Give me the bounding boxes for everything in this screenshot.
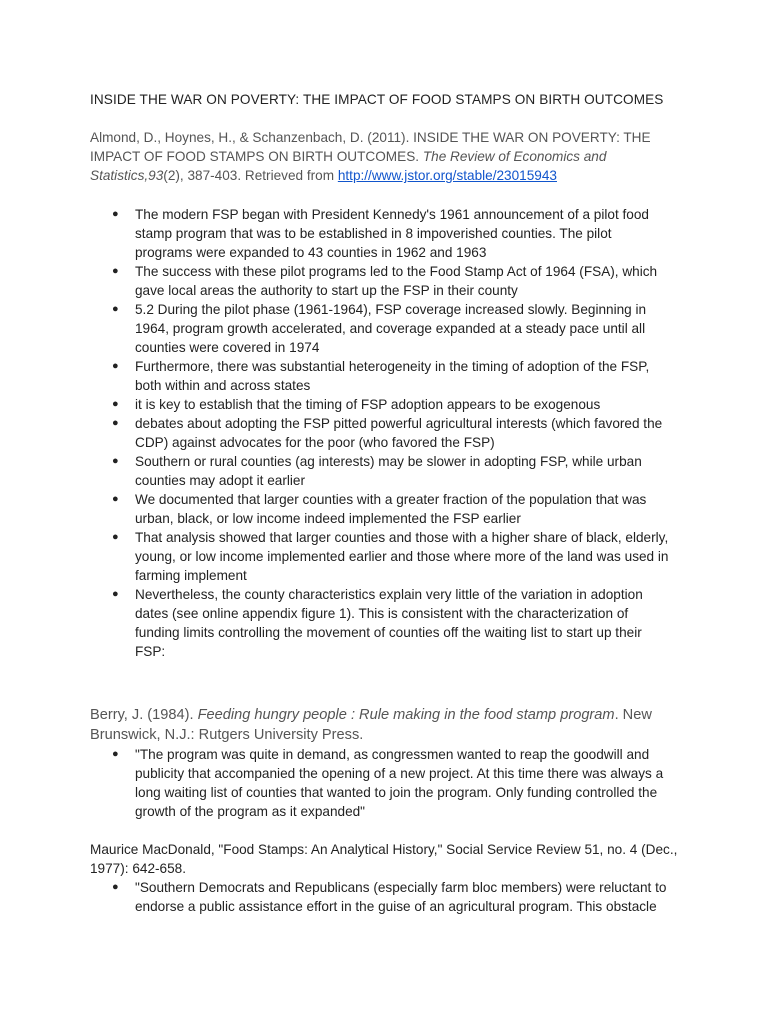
- list-item: ● The success with these pilot programs led to the Food Stamp Act of 1964 (FSA), which gave local areas the authority to start up the FSP in their county: [112, 264, 658, 298]
- citation-book-title: Feeding hungry people : Rule making in the food stamp program: [197, 707, 615, 723]
- bullet-icon: ●: [112, 455, 119, 467]
- bullet-icon: ●: [112, 748, 119, 760]
- citation-author: Berry, J. (1984).: [90, 707, 198, 723]
- bullet-list-berry: [112, 745, 672, 821]
- document-title: INSIDE THE WAR ON POVERTY: THE IMPACT OF FOOD STAMPS ON BIRTH OUTCOMES: [90, 92, 664, 107]
- bullet-icon: ●: [112, 588, 119, 600]
- bullet-icon: ●: [112, 265, 119, 277]
- citation-publisher: . New Brunswick, N.J.: Rutgers University Press.: [90, 707, 652, 743]
- bullet-icon: ●: [112, 398, 119, 410]
- citation-almond: [90, 128, 690, 185]
- list-item: ● That analysis showed that larger counties and those with a higher share of black, elderly, young, or low income implemented earlier and those where more of the land was used in farming implement: [112, 530, 669, 583]
- list-item: ● 5.2 During the pilot phase (1961-1964), FSP coverage increased slowly. Beginning in 1964, program growth accelerated, and coverage expanded at a steady pace until all counties were covered in 1974: [112, 302, 647, 355]
- bullet-list-almond: [112, 205, 672, 661]
- citation-pages: (2), 387-403. Retrieved from: [163, 168, 338, 183]
- bullet-list-macdonald: [112, 878, 672, 916]
- list-item: ● The modern FSP began with President Kennedy's 1961 announcement of a pilot food stamp program that was to be established in 8 impoverished counties. The pilot programs were expanded to 43 counties in 1962 and 1963: [112, 207, 649, 260]
- citation-authors: Almond, D., Hoynes, H., & Schanzenbach, D. (2011). INSIDE THE WAR ON POVERTY: THE IMPACT OF FOOD STAMPS ON BIRTH OUTCOMES.: [90, 130, 651, 164]
- bullet-icon: ●: [112, 531, 119, 543]
- jstor-link[interactable]: http://www.jstor.org/stable/23015943: [337, 168, 557, 183]
- list-item: ● Nevertheless, the county characteristics explain very little of the variation in adoption dates (see online appendix figure 1). This is consistent with the characterization of funding limits controlling the movement of counties off the waiting list to start up their FSP:: [112, 587, 643, 659]
- bullet-icon: ●: [112, 303, 119, 315]
- list-item: ● We documented that larger counties with a greater fraction of the population that was urban, black, or low income indeed implemented the FSP earlier: [112, 492, 647, 526]
- bullet-icon: ●: [112, 493, 119, 505]
- citation-journal: The Review of Economics and Statistics,93: [90, 149, 607, 183]
- citation-macdonald: Maurice MacDonald, "Food Stamps: An Analytical History," Social Service Review 51, no. 4 (Dec., 1977): 642-658.: [90, 842, 678, 876]
- citation-berry: [90, 705, 690, 745]
- list-item: ● Furthermore, there was substantial heterogeneity in the timing of adoption of the FSP, both within and across states: [112, 359, 650, 393]
- bullet-icon: ●: [112, 417, 119, 429]
- bullet-icon: ●: [112, 360, 119, 372]
- bullet-icon: ●: [112, 208, 119, 220]
- list-item: ● Southern or rural counties (ag interests) may be slower in adopting FSP, while urban counties may adopt it earlier: [112, 454, 642, 488]
- list-item: ● "The program was quite in demand, as congressmen wanted to reap the goodwill and publicity that accompanied the opening of a new project. At this time there was always a long waiting list of counties that wanted to join the program. Only funding controlled the growth of the program as it expanded": [112, 747, 664, 819]
- bullet-icon: ●: [112, 881, 119, 893]
- list-item: ● "Southern Democrats and Republicans (especially farm bloc members) were reluctant to endorse a public assistance effort in the guise of an agricultural program. This obstacle: [112, 880, 667, 914]
- list-item: ● it is key to establish that the timing of FSP adoption appears to be exogenous: [112, 397, 601, 412]
- list-item: ● debates about adopting the FSP pitted powerful agricultural interests (which favored the CDP) against advocates for the poor (who favored the FSP): [112, 416, 663, 450]
